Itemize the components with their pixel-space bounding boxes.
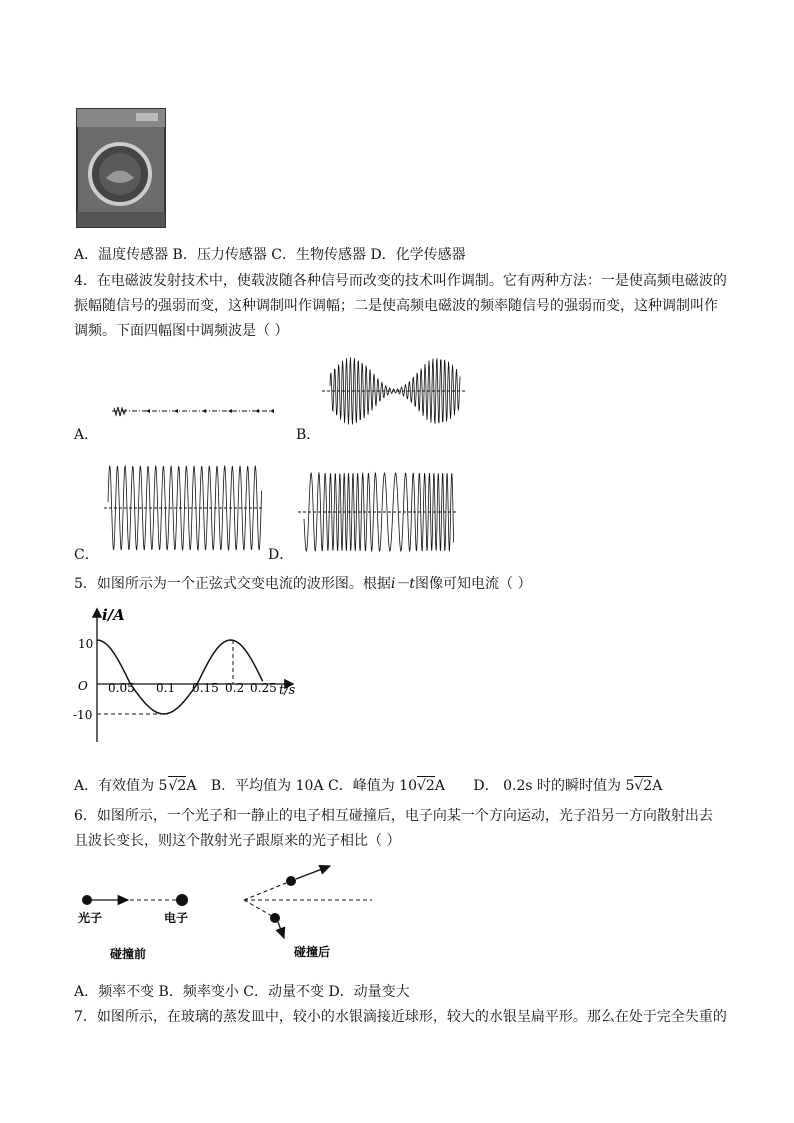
after-collision-label: 碰撞后: [294, 945, 331, 959]
q4-wave-a: [110, 398, 280, 426]
q4-label-b: B．: [296, 427, 321, 443]
q6-stem-line1: 6．如图所示，一个光子和一静止的电子相互碰撞后，电子向某一个方向运动，光子沿另一方向散射出去: [74, 808, 713, 824]
q5-x-tick-4: 0.2: [225, 681, 245, 695]
q4-label-c: C．: [74, 547, 99, 563]
photon-label: 光子: [78, 911, 103, 925]
q5-sine-curve: [97, 640, 263, 714]
q4-label-a: A．: [74, 427, 99, 443]
q5-y-tick-min: -10: [73, 708, 93, 722]
q5-y-axis-label: i/A: [102, 606, 125, 624]
q5-x-axis-label: t/s: [279, 683, 296, 698]
q4-stem-line3: 调频。下面四幅图中调频波是（ ）: [74, 323, 289, 339]
q5-x-tick-5: 0.25: [250, 681, 277, 695]
q6-stem-line2: 且波长变长，则这个散射光子跟原来的光子相比（ ）: [74, 833, 401, 849]
q4-wave-b: [320, 348, 470, 434]
q6-collision-figure: [72, 860, 392, 970]
q7-stem-line1: 7．如图所示，在玻璃的蒸发皿中，较小的水银滴接近球形，较大的水银呈扁平形。那么在处于完全失重的: [74, 1009, 727, 1025]
q4-label-d: D．: [268, 547, 294, 563]
q5-y-tick-max: 10: [78, 637, 94, 651]
q4-wave-c: [104, 462, 266, 554]
washing-machine-image: [76, 108, 166, 228]
q4-wave-d: [298, 470, 460, 558]
q5-x-tick-3: 0.15: [192, 681, 219, 695]
q5-x-tick-1: 0.05: [108, 681, 135, 695]
q5-stem: 5．如图所示为一个正弦式交变电流的波形图。根据i－t图像可知电流（ ）: [74, 576, 532, 592]
q4-stem-line1: 4．在电磁波发射技术中，使载波随各种信号而改变的技术叫作调制。它有两种方法：一是使高频电磁波的: [74, 273, 727, 289]
q3-options: A．温度传感器 B．压力传感器 C．生物传感器 D．化学传感器: [74, 247, 466, 263]
q5-x-tick-2: 0.1: [156, 681, 176, 695]
q5-current-graph: [70, 604, 310, 749]
q6-options: A．频率不变 B．频率变小 C．动量不变 D．动量变大: [74, 984, 410, 1000]
electron-label: 电子: [164, 911, 189, 925]
before-collision-label: 碰撞前: [110, 947, 147, 961]
q5-origin-label: O: [78, 679, 88, 693]
q4-stem-line2: 振幅随信号的强弱而变，这种调制叫作调幅；二是使高频电磁波的频率随信号的强弱而变，这种调制叫作: [74, 298, 718, 314]
q5-options: A．有效值为 5√2A B．平均值为 10A C．峰值为 10√2A D． 0.2s 时的瞬时值为 5√2A: [74, 778, 663, 794]
q5-stem-variable: i－t: [390, 576, 416, 592]
